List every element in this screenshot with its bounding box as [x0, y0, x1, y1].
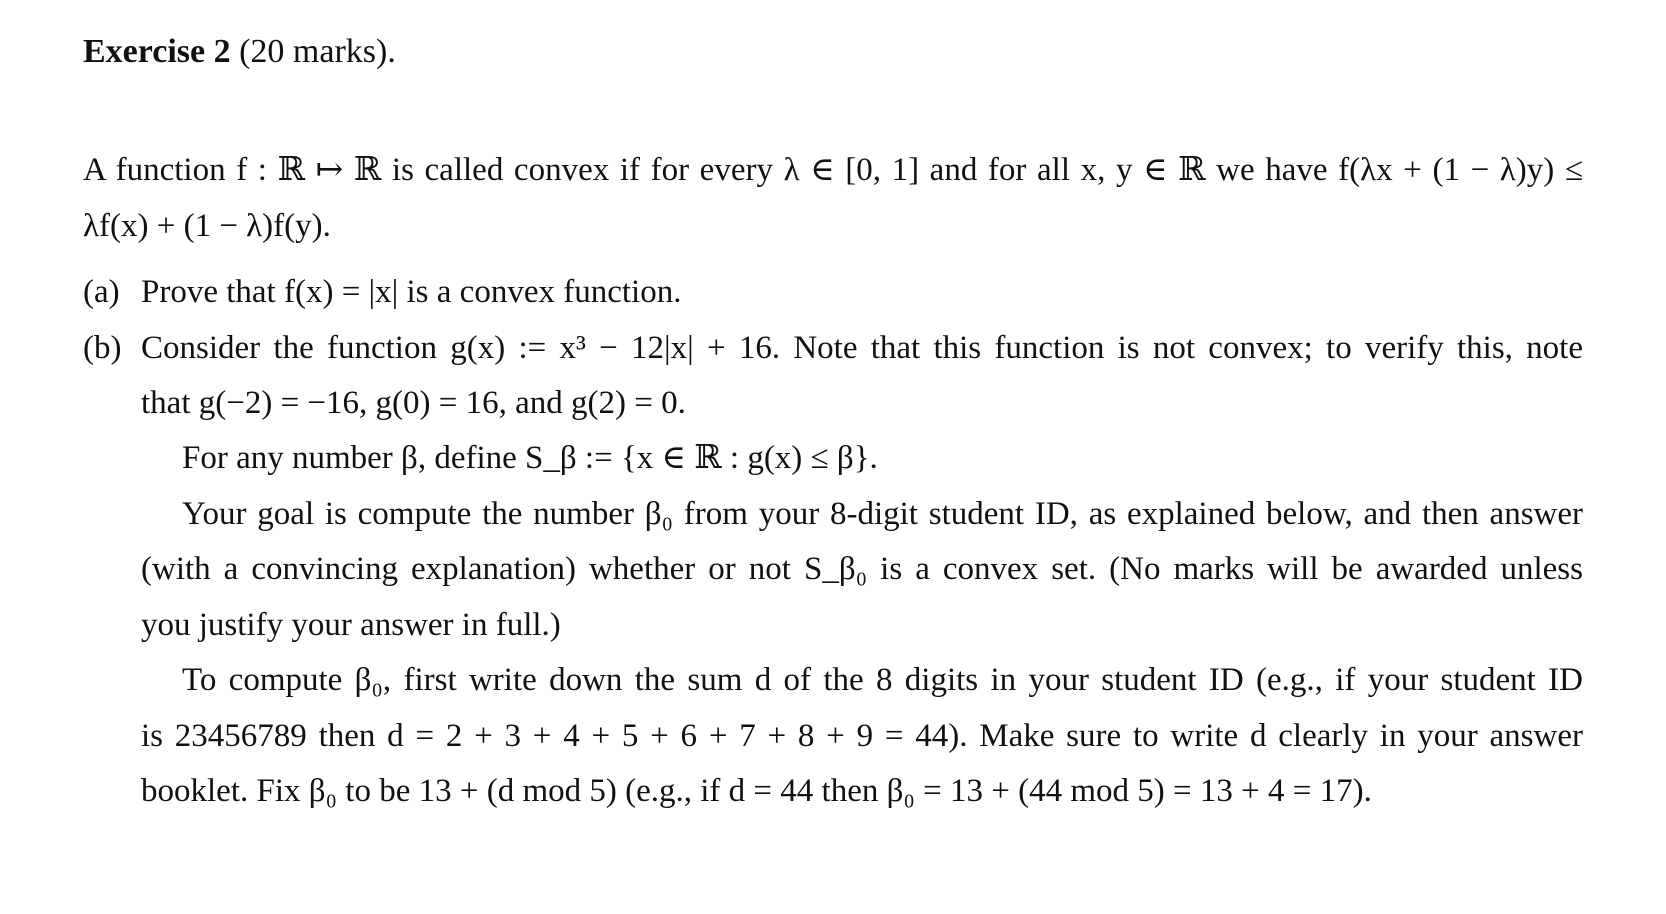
exercise-heading: Exercise 2 — [83, 33, 231, 70]
part-b-line-4: Your goal is compute the number β₀ from your 8-digit student ID, as explained below, and then answer — [182, 496, 1583, 532]
part-a-text: Prove that f(x) = |x| is a convex function. — [141, 274, 682, 310]
part-a-label: (a) — [83, 274, 120, 310]
part-b-line-5: (with a convincing explanation) whether or not S_β₀ is a convex set. (No marks will be awarded unless — [141, 551, 1583, 587]
definition-line-2: λf(x) + (1 − λ)f(y). — [83, 208, 331, 244]
exercise-marks: (20 marks). — [239, 33, 396, 70]
definition-line-1: A function f : ℝ ↦ ℝ is called convex if for every λ ∈ [0, 1] and for all x, y ∈ ℝ we have f(λx + (1 − λ)y) ≤ — [83, 152, 1583, 188]
part-b-line-1: Consider the function g(x) := x³ − 12|x| + 16. Note that this function is not convex; to verify this, note — [141, 330, 1583, 366]
part-b-label: (b) — [83, 330, 122, 366]
part-b-line-2: that g(−2) = −16, g(0) = 16, and g(2) = 0. — [141, 385, 686, 421]
part-b-line-6: you justify your answer in full.) — [141, 607, 561, 643]
exercise-title — [83, 30, 396, 74]
part-b-line-9: booklet. Fix β₀ to be 13 + (d mod 5) (e.g., if d = 44 then β₀ = 13 + (44 mod 5) = 13 + 4 = 17). — [141, 773, 1372, 809]
part-b-line-3: For any number β, define S_β := {x ∈ ℝ : g(x) ≤ β}. — [182, 440, 878, 476]
part-b-line-7: To compute β₀, first write down the sum d of the 8 digits in your student ID (e.g., if your student ID — [182, 662, 1583, 698]
part-b-line-8: is 23456789 then d = 2 + 3 + 4 + 5 + 6 + 7 + 8 + 9 = 44). Make sure to write d clearly in your answer — [141, 718, 1583, 754]
